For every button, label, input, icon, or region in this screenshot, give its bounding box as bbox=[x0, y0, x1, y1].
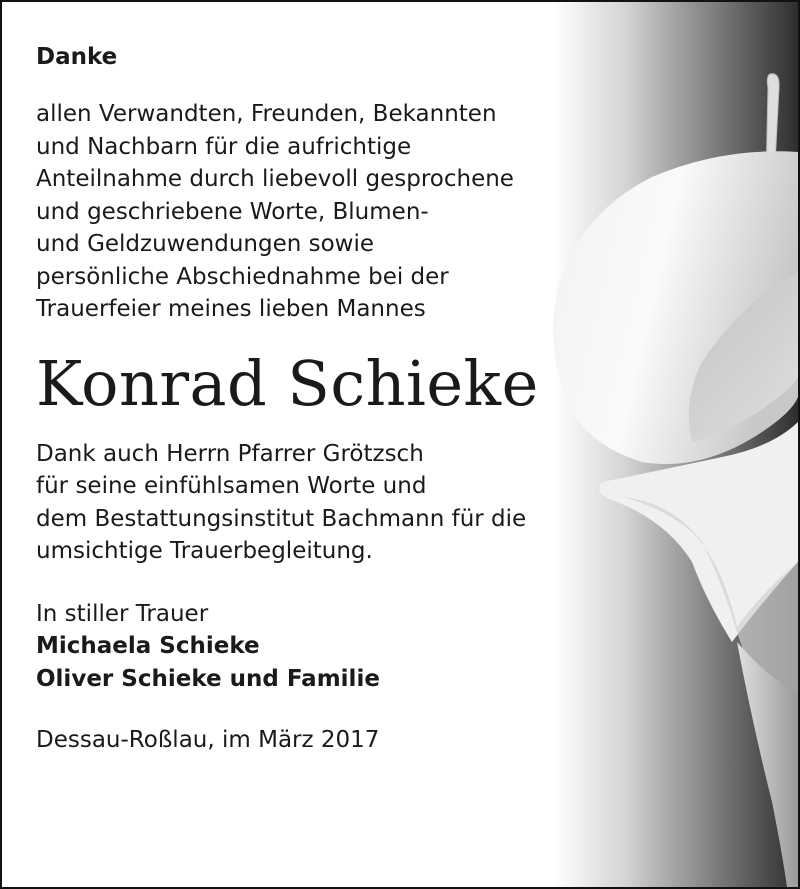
notice-text bbox=[36, 42, 656, 755]
additional-line: dem Bestattungsinstitut Bachmann für die bbox=[36, 505, 527, 532]
additional-line: Dank auch Herrn Pfarrer Grötzsch bbox=[36, 440, 424, 467]
additional-line: umsichtige Trauerbegleitung. bbox=[36, 538, 373, 564]
signature-block bbox=[36, 598, 656, 696]
additional-line: für seine einfühlsamen Worte und bbox=[36, 473, 427, 499]
place-date: Dessau-Roßlau, im März 2017 bbox=[36, 727, 380, 753]
thanks-line: und geschriebene Worte, Blumen- bbox=[36, 198, 429, 225]
additional-thanks-paragraph bbox=[36, 438, 656, 568]
thanks-line: und Geldzuwendungen sowie bbox=[36, 231, 375, 257]
mourner-name: Oliver Schieke und Familie bbox=[36, 665, 380, 692]
thanks-line: persönliche Abschiednahme bei der bbox=[36, 263, 449, 290]
thanks-line: Anteilnahme durch liebevoll gesprochene bbox=[36, 166, 514, 192]
mourner-name: Michaela Schieke bbox=[36, 633, 260, 659]
thanks-paragraph bbox=[36, 98, 656, 326]
mourning-phrase: In stiller Trauer bbox=[36, 600, 209, 627]
thanks-line: allen Verwandten, Freunden, Bekannten bbox=[36, 101, 497, 127]
thanks-line: Trauerfeier meines lieben Mannes bbox=[36, 296, 426, 322]
thanks-line: und Nachbarn für die aufrichtige bbox=[36, 133, 412, 160]
deceased-name: Konrad Schieke bbox=[36, 346, 539, 420]
heading-danke: Danke bbox=[36, 44, 118, 70]
